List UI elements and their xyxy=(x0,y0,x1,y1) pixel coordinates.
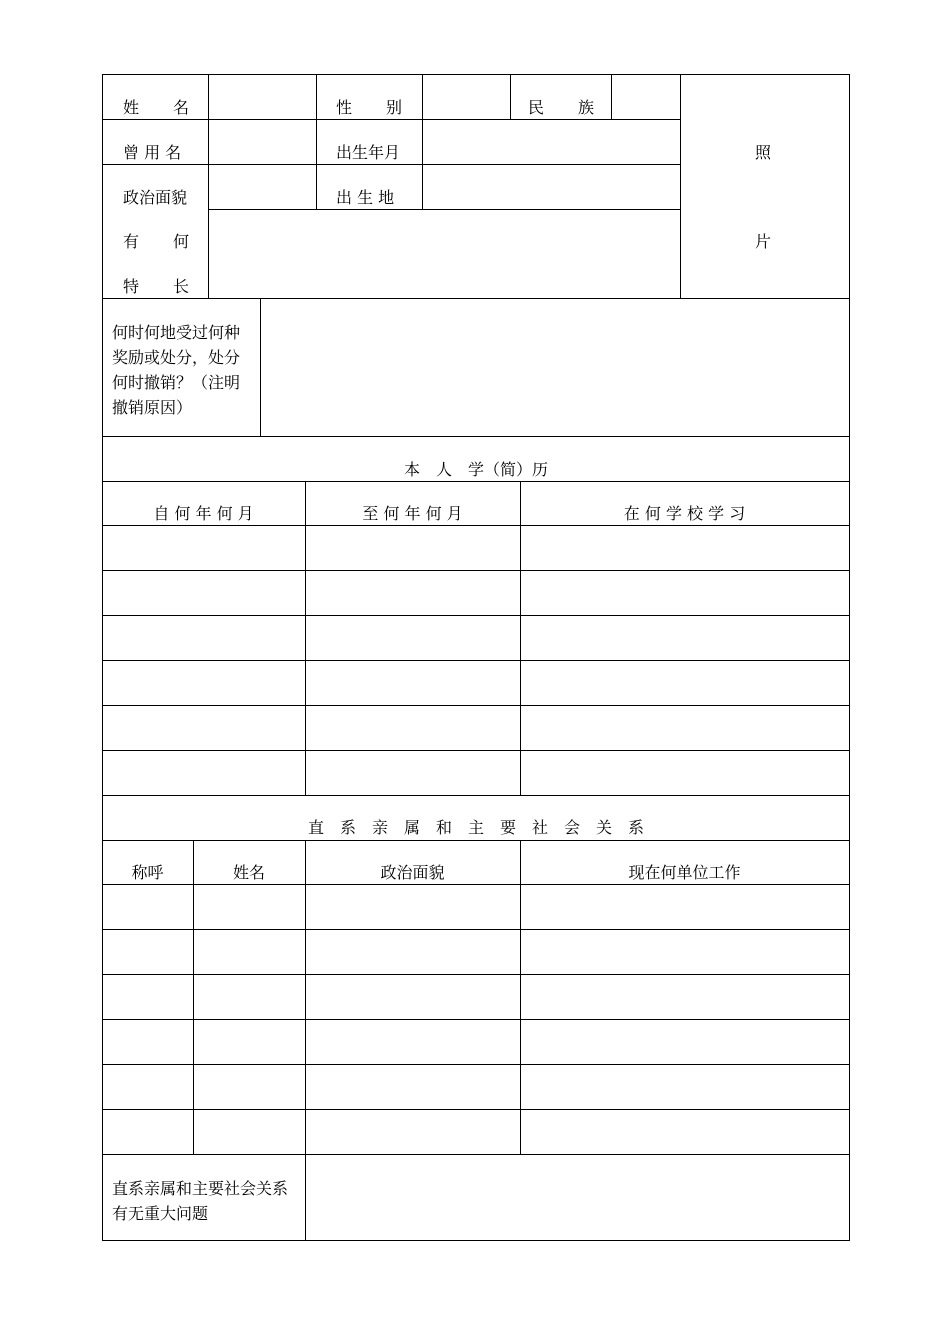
gender-label: 性 别 xyxy=(336,98,402,117)
issues-label: 直系亲属和主要社会关系有无重大问题 xyxy=(112,1179,289,1223)
relatives-row[interactable] xyxy=(103,1065,849,1109)
issues-field[interactable] xyxy=(306,1155,849,1240)
former-name-field[interactable] xyxy=(209,120,316,164)
relatives-header-name: 姓名 xyxy=(232,863,265,882)
birth-date-field[interactable] xyxy=(423,120,680,164)
education-row[interactable] xyxy=(103,571,849,615)
political-status-label: 政治面貌 xyxy=(123,188,188,207)
specialty-field[interactable] xyxy=(209,210,680,298)
former-name-label: 曾 用 名 xyxy=(123,143,182,162)
rewards-field[interactable] xyxy=(261,299,849,436)
grid-line xyxy=(316,74,317,210)
education-row[interactable] xyxy=(103,616,849,660)
name-label: 姓 名 xyxy=(123,98,189,117)
name-field[interactable] xyxy=(209,75,316,119)
form-border-bottom xyxy=(102,1240,850,1241)
education-header-school: 在 何 学 校 学 习 xyxy=(623,504,746,523)
relatives-header-relation: 称呼 xyxy=(131,863,164,882)
education-title: 本 人 学（简）历 xyxy=(403,460,548,479)
form-border-right xyxy=(849,74,850,1241)
grid-line xyxy=(102,481,850,482)
specialty-label-line1: 有 何 xyxy=(123,232,189,251)
gender-field[interactable] xyxy=(423,75,510,119)
relatives-row[interactable] xyxy=(103,1020,849,1064)
education-row[interactable] xyxy=(103,706,849,750)
relatives-row[interactable] xyxy=(103,1110,849,1154)
specialty-label-line2: 特 长 xyxy=(123,277,189,296)
education-row[interactable] xyxy=(103,751,849,795)
birth-date-label: 出生年月 xyxy=(336,143,401,162)
photo-box[interactable] xyxy=(681,75,849,298)
rewards-label: 何时何地受过何种奖励或处分，处分何时撤销？（注明撤销原因） xyxy=(112,323,241,417)
ethnicity-label: 民 族 xyxy=(528,98,594,117)
education-header-to: 至 何 年 何 月 xyxy=(362,504,463,523)
grid-line xyxy=(102,840,850,841)
grid-line xyxy=(510,74,511,120)
grid-line xyxy=(102,795,850,796)
ethnicity-field[interactable] xyxy=(612,75,680,119)
birthplace-field[interactable] xyxy=(423,165,680,209)
political-status-field[interactable] xyxy=(209,165,316,209)
photo-label-line2: 片 xyxy=(755,232,772,251)
education-row[interactable] xyxy=(103,661,849,705)
relatives-row[interactable] xyxy=(103,930,849,974)
education-header-from: 自 何 年 何 月 xyxy=(153,504,254,523)
relatives-row[interactable] xyxy=(103,975,849,1019)
education-row[interactable] xyxy=(103,526,849,570)
relatives-header-employer: 现在何单位工作 xyxy=(628,863,741,882)
photo-label-line1: 照 xyxy=(755,143,772,162)
grid-line xyxy=(102,436,850,437)
birthplace-label: 出 生 地 xyxy=(336,188,395,207)
relatives-header-political: 政治面貌 xyxy=(380,863,445,882)
relatives-row[interactable] xyxy=(103,885,849,929)
relatives-title: 直 系 亲 属 和 主 要 社 会 关 系 xyxy=(307,818,644,837)
